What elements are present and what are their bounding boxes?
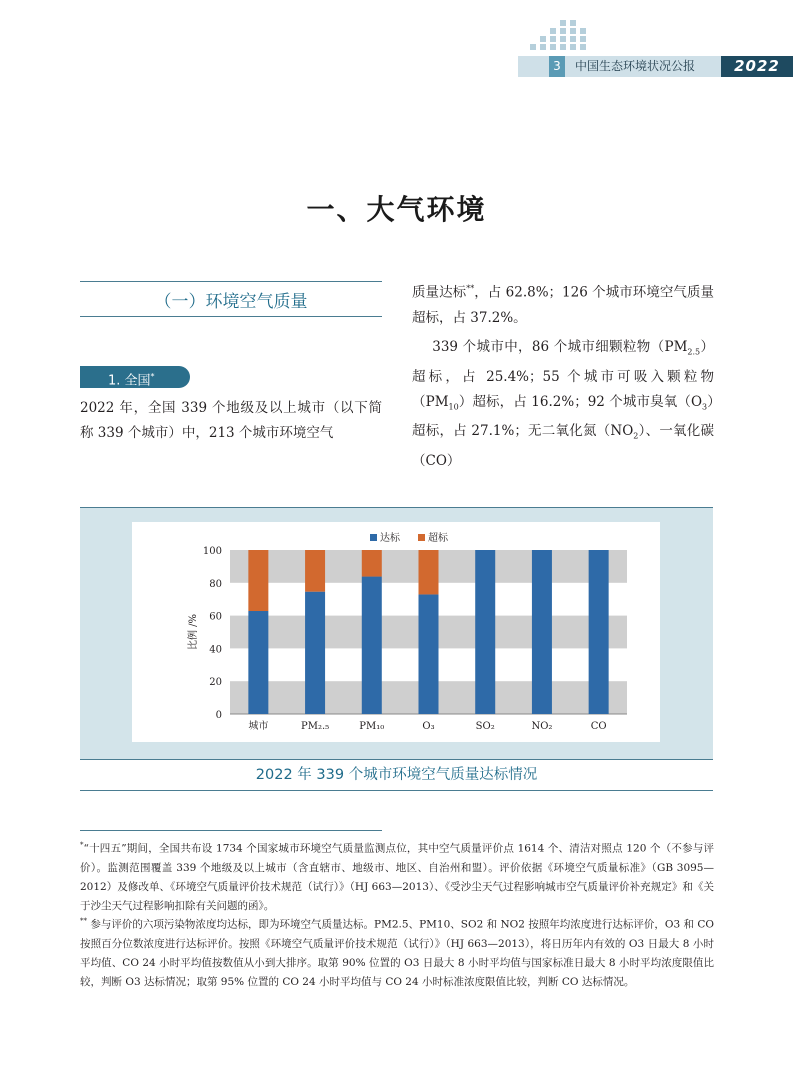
subscript: 2.5: [687, 347, 701, 357]
decoration-square: [550, 36, 556, 42]
decoration-square: [580, 28, 586, 34]
header-title: 中国生态环境状况公报: [575, 59, 696, 73]
decoration-square: [540, 36, 546, 42]
bar-pass: [248, 611, 268, 714]
subsection-label: 1. 全国: [108, 373, 151, 389]
footnote-2-marker: **: [80, 917, 87, 925]
bar-pass: [305, 592, 325, 714]
bar-pass: [362, 577, 382, 714]
y-tick-label: 0: [215, 710, 222, 721]
x-tick-label: O₃: [422, 721, 435, 732]
legend-label: 超标: [428, 533, 448, 544]
decoration-square: [570, 28, 576, 34]
bar-pass: [589, 550, 609, 714]
footnote-1-marker: *: [80, 841, 84, 849]
header-decoration: [500, 20, 590, 56]
x-tick-label: PM₁₀: [359, 721, 385, 732]
footnote-2: [80, 912, 714, 992]
y-tick-label: 80: [209, 578, 222, 590]
text-run: ）、一氧化碳（CO）: [412, 423, 715, 470]
footnote-ref-1[interactable]: *: [150, 372, 155, 381]
subscript: 10: [448, 402, 459, 412]
decoration-square: [560, 20, 566, 26]
decoration-square: [540, 44, 546, 50]
x-tick-label: CO: [590, 721, 607, 732]
text-run: ，占 62.8%；126 个城市环境空气质量超标，占 37.2%。: [412, 284, 714, 326]
decoration-square: [560, 36, 566, 42]
y-tick-label: 20: [209, 677, 222, 689]
x-tick-label: 城市: [248, 721, 269, 732]
subscript: 2: [633, 432, 639, 442]
page-number: 3: [549, 56, 565, 77]
chart-panel: [132, 522, 660, 742]
footnote-1: [80, 836, 714, 916]
decoration-square: [580, 44, 586, 50]
figure-mid-rule: [80, 759, 713, 760]
text-run: ）超标，占 27.1%；无二氧化氮（NO: [412, 393, 715, 440]
text-run: 339 个城市中，86 个城市细颗粒物（PM: [432, 339, 688, 355]
legend-label: 达标: [380, 533, 400, 544]
text-run: 质量达标: [412, 284, 467, 301]
paragraph-left: 2022 年，全国 339 个地级及以上城市（以下简称 339 个城市）中，213 个城市环境空气: [80, 400, 382, 441]
chapter-title: 一、大气环境: [306, 193, 487, 226]
decoration-square: [570, 20, 576, 26]
bar-pass: [532, 550, 552, 714]
header-year: 2022: [721, 56, 793, 77]
bar-chart: [132, 522, 660, 742]
subsection-tag: [80, 366, 190, 388]
footnote-ref-2[interactable]: **: [466, 284, 475, 293]
decoration-square: [570, 44, 576, 50]
bar-pass: [419, 594, 439, 714]
bar-pass: [475, 550, 495, 714]
y-tick-label: 60: [209, 611, 222, 623]
footnote-rule: [80, 830, 382, 831]
decoration-square: [580, 36, 586, 42]
decoration-square: [560, 44, 566, 50]
decoration-square: [530, 44, 536, 50]
y-axis-label: 比例 /%: [188, 613, 199, 651]
x-tick-label: PM₂.₅: [300, 721, 330, 732]
bar-fail: [362, 550, 382, 577]
legend-swatch: [418, 534, 425, 541]
y-tick-label: 40: [209, 644, 222, 656]
section-title: （一）环境空气质量: [154, 292, 308, 312]
x-tick-label: SO₂: [475, 721, 495, 732]
text-run: ）超标，占 25.4%；55 个城市可吸入颗粒物（PM: [412, 339, 715, 410]
bar-fail: [305, 550, 325, 592]
bar-fail: [419, 550, 439, 594]
paragraph-right-2: [412, 335, 714, 474]
decoration-square: [560, 28, 566, 34]
y-tick-label: 100: [202, 546, 222, 557]
paragraph-right-1: [412, 276, 714, 331]
decoration-square: [550, 44, 556, 50]
bar-fail: [248, 550, 268, 611]
legend-swatch: [370, 534, 377, 541]
footnote-1-text: “十四五”期间，全国共布设 1734 个国家城市环境空气质量监测点位，其中空气质量评价点 1614 个、清洁对照点 120 个（不参与评价）。监测范围覆盖 339 个地级及以上城市（含直辖市、地级市、地区、自治州和盟）。评价依据《环境空气质量标准》（GB 3095—2012）及修改单、《环境空气质量评价技术规范（试行）》（HJ 663—2013）、《受沙尘天气过程影响城市空气质量评价补充规定》和《关于沙尘天气过程影响扣除有关问题的函》。: [80, 842, 714, 912]
x-tick-label: NO₂: [531, 721, 553, 732]
figure-caption: 2022 年 339 个城市环境空气质量达标情况: [255, 767, 538, 783]
figure-bottom-rule: [80, 790, 713, 791]
decoration-square: [550, 28, 556, 34]
subscript: 3: [702, 402, 708, 412]
text-run: ）超标，占 16.2%；92 个城市臭氧（O: [458, 393, 703, 410]
footnote-2-text: 参与评价的六项污染物浓度均达标，即为环境空气质量达标。PM2.5、PM10、SO2 和 NO2 按照年均浓度进行达标评价，O3 和 CO 按照百分位数浓度进行达标评价。按照《环境空气质量评价技术规范（试行）》（HJ 663—2013），将日历年内有效的 O3 日最大 8 小时平均值、CO 24 小时平均值按数值从小到大排序。取第 90% 位置的 O3 日最大 8 小时平均值与国家标准日最大 8 小时平均浓度限值比较，判断 O3 达标情况；取第 95% 位置的 CO 24 小时平均值与 CO 24 小时标准浓度限值比较，判断 CO 达标情况。: [80, 918, 714, 988]
figure-top-rule: [80, 507, 713, 508]
decoration-square: [570, 36, 576, 42]
